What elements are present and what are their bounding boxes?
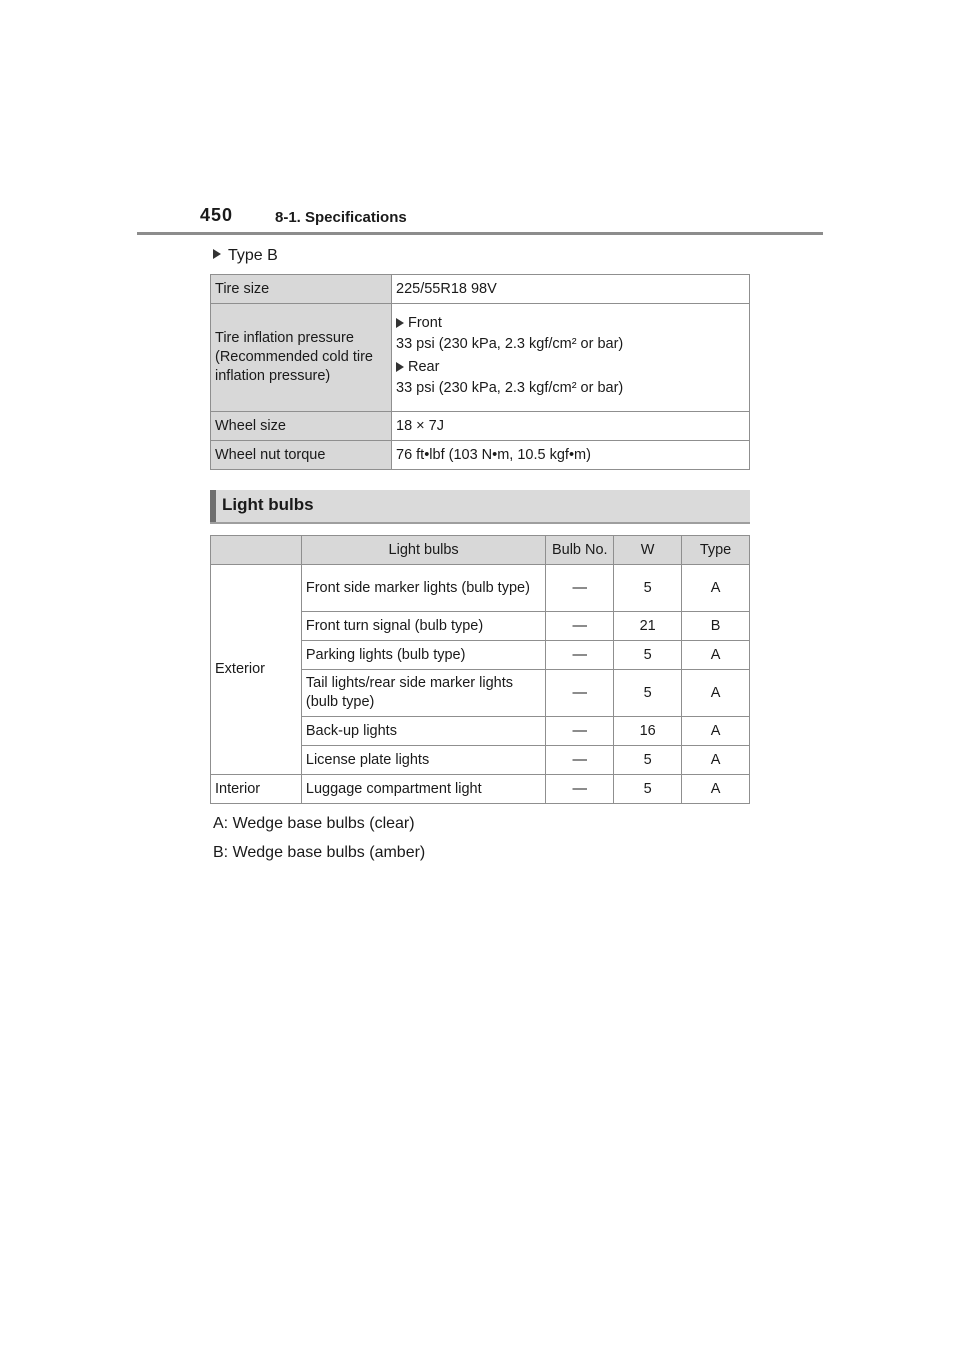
legend-type-a: A: Wedge base bulbs (clear) (213, 815, 415, 832)
bulb-watts: 5 (614, 565, 682, 612)
bulb-type: A (682, 641, 750, 670)
wheel-nut-torque-value: 76 ft•lbf (103 N•m, 10.5 kgf•m) (392, 441, 750, 470)
light-bulbs-table (210, 535, 750, 804)
bulb-number: — (546, 775, 614, 804)
column-header-bulb-no: Bulb No. (546, 536, 614, 565)
bulb-watts: 16 (614, 717, 682, 746)
bulb-type: A (682, 775, 750, 804)
bulb-name: Front side marker lights (bulb type) (301, 565, 545, 612)
bulb-number: — (546, 612, 614, 641)
front-pressure-heading (396, 314, 745, 333)
tire-spec-table (210, 274, 750, 470)
rear-pressure-value: 33 psi (230 kPa, 2.3 kgf/cm² or bar) (396, 379, 624, 396)
group-exterior: Exterior (211, 565, 302, 775)
page-number: 450 (200, 205, 234, 225)
wheel-nut-torque-label: Wheel nut torque (211, 441, 392, 470)
bulb-watts: 5 (614, 670, 682, 717)
bulb-name: Tail lights/rear side marker lights (bulb type) (301, 670, 545, 717)
bulb-watts: 5 (614, 775, 682, 804)
heading-accent-bar (210, 490, 216, 522)
bulb-number: — (546, 565, 614, 612)
table-row (211, 565, 750, 612)
bulb-type: A (682, 670, 750, 717)
table-row (211, 412, 750, 441)
group-interior: Interior (211, 775, 302, 804)
tire-pressure-label: Tire inflation pressure (Recommended cold tire inflation pressure) (211, 304, 392, 412)
table-row (211, 775, 750, 804)
bulb-type: A (682, 717, 750, 746)
bulb-type: A (682, 565, 750, 612)
light-bulbs-heading-text: Light bulbs (222, 495, 314, 514)
front-label: Front (408, 314, 442, 331)
legend-type-b: B: Wedge base bulbs (amber) (213, 844, 426, 861)
triangle-bullet-icon (213, 249, 221, 259)
tire-size-label: Tire size (211, 275, 392, 304)
bulb-type: A (682, 746, 750, 775)
table-row (211, 441, 750, 470)
type-label (213, 247, 278, 265)
column-header-group (211, 536, 302, 565)
bulb-type: B (682, 612, 750, 641)
tire-size-value: 225/55R18 98V (392, 275, 750, 304)
section-title: 8-1. Specifications (275, 209, 407, 226)
bulb-name: Front turn signal (bulb type) (301, 612, 545, 641)
light-bulbs-heading (210, 490, 750, 524)
bulb-name: Back-up lights (301, 717, 545, 746)
bulb-watts: 21 (614, 612, 682, 641)
table-header-row (211, 536, 750, 565)
bulb-number: — (546, 746, 614, 775)
bulb-name: Parking lights (bulb type) (301, 641, 545, 670)
bulb-name: Luggage compartment light (301, 775, 545, 804)
table-row (211, 304, 750, 412)
bulb-name: License plate lights (301, 746, 545, 775)
column-header-type: Type (682, 536, 750, 565)
column-header-light-bulbs: Light bulbs (301, 536, 545, 565)
wheel-size-label: Wheel size (211, 412, 392, 441)
table-row (211, 275, 750, 304)
rear-pressure-heading (396, 358, 745, 377)
bulb-number: — (546, 670, 614, 717)
tire-pressure-value (392, 304, 750, 412)
type-label-text: Type B (228, 247, 278, 264)
bulb-number: — (546, 717, 614, 746)
bulb-number: — (546, 641, 614, 670)
bulb-watts: 5 (614, 746, 682, 775)
rear-label: Rear (408, 358, 440, 375)
triangle-bullet-icon (396, 318, 404, 328)
bulb-watts: 5 (614, 641, 682, 670)
column-header-watts: W (614, 536, 682, 565)
wheel-size-value: 18 × 7J (392, 412, 750, 441)
header-divider (137, 232, 823, 235)
triangle-bullet-icon (396, 362, 404, 372)
front-pressure-value: 33 psi (230 kPa, 2.3 kgf/cm² or bar) (396, 335, 624, 352)
